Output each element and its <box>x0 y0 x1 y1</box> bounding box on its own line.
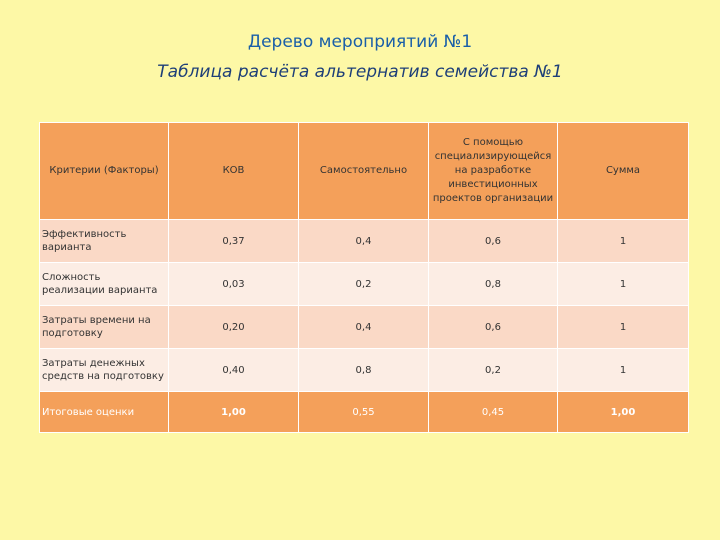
row-label: Эффективность варианта <box>40 220 169 263</box>
cell-organization: 0,6 <box>429 220 558 263</box>
total-organization: 0,45 <box>429 392 558 433</box>
header-sum: Сумма <box>558 123 689 220</box>
cell-self: 0,8 <box>299 349 429 392</box>
cell-self: 0,4 <box>299 306 429 349</box>
table-row <box>40 306 689 349</box>
cell-sum: 1 <box>558 349 689 392</box>
cell-sum: 1 <box>558 306 689 349</box>
cell-kov: 0,37 <box>169 220 299 263</box>
total-row <box>40 392 689 433</box>
row-label: Сложность реализации варианта <box>40 263 169 306</box>
table-row <box>40 220 689 263</box>
row-label: Затраты денежных средств на подготовку <box>40 349 169 392</box>
cell-sum: 1 <box>558 220 689 263</box>
slide-title: Дерево мероприятий №1 <box>247 32 473 52</box>
total-kov: 1,00 <box>169 392 299 433</box>
cell-kov: 0,03 <box>169 263 299 306</box>
cell-kov: 0,20 <box>169 306 299 349</box>
alternatives-table <box>39 122 689 433</box>
cell-self: 0,2 <box>299 263 429 306</box>
table-row <box>40 263 689 306</box>
cell-organization: 0,8 <box>429 263 558 306</box>
total-sum: 1,00 <box>558 392 689 433</box>
slide-subtitle: Таблица расчёта альтернатив семейства №1 <box>157 62 563 82</box>
total-self: 0,55 <box>299 392 429 433</box>
cell-organization: 0,6 <box>429 306 558 349</box>
header-kov: КОВ <box>169 123 299 220</box>
table-row <box>40 349 689 392</box>
header-self: Самостоятельно <box>299 123 429 220</box>
cell-sum: 1 <box>558 263 689 306</box>
table-header-row <box>40 123 689 220</box>
cell-organization: 0,2 <box>429 349 558 392</box>
cell-kov: 0,40 <box>169 349 299 392</box>
cell-self: 0,4 <box>299 220 429 263</box>
header-organization: С помощью специализирующейся на разработке инвестиционных проектов организации <box>429 123 558 220</box>
header-criteria: Критерии (Факторы) <box>40 123 169 220</box>
total-label: Итоговые оценки <box>40 392 169 433</box>
row-label: Затраты времени на подготовку <box>40 306 169 349</box>
